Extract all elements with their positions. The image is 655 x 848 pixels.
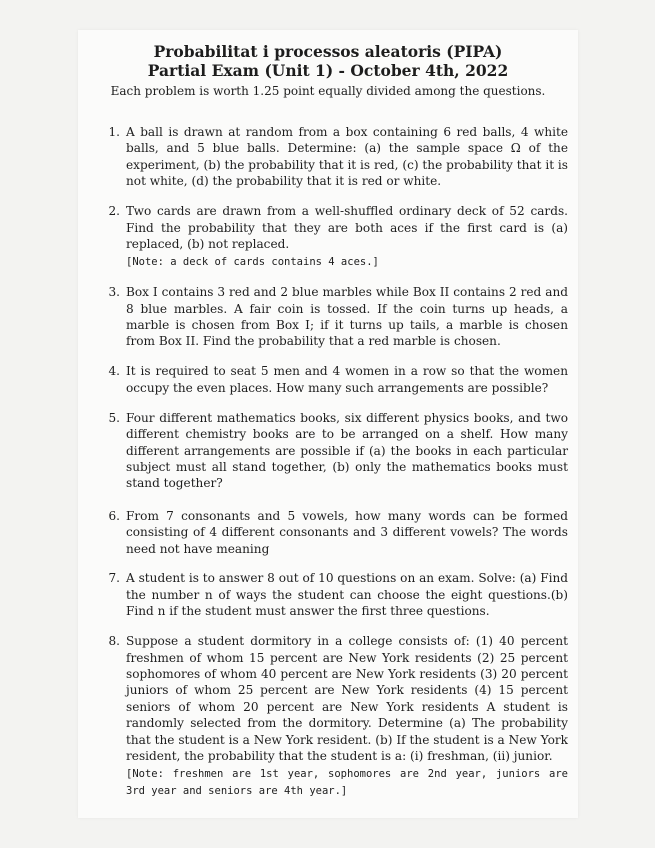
- problem-2: [100, 203, 568, 271]
- problem-number: 8.: [108, 634, 120, 649]
- problem-7: [100, 570, 568, 619]
- problem-number: 4.: [108, 364, 120, 379]
- problem-text: Two cards are drawn from a well-shuffled ordinary deck of 52 cards. Find the probability that they are both aces if the first card is (a) replaced, (b) not replaced.: [126, 204, 568, 251]
- problem-3: [100, 284, 568, 350]
- problem-number: 5.: [108, 410, 120, 425]
- exam-title: Partial Exam (Unit 1) - October 4th, 2022: [147, 61, 509, 80]
- problem-8: [100, 633, 568, 799]
- problem-text: A student is to answer 8 out of 10 questions on an exam. Solve: (a) Find the number n of ways the student can choose the eight questions.(b) Find n if the student must answer the first three questions.: [126, 571, 568, 619]
- problem-4: [100, 363, 568, 396]
- course-title: Probabilitat i processos aleatoris (PIPA): [153, 42, 503, 61]
- problem-note: [Note: freshmen are 1st year, sophomores are 2nd year, juniors are 3rd year and seniors are 4th year.]: [126, 768, 568, 797]
- problem-1: [100, 124, 568, 190]
- problem-note: [Note: a deck of cards contains 4 aces.]: [126, 256, 379, 269]
- problem-number: 1.: [108, 125, 120, 139]
- problem-number: 6.: [108, 508, 120, 523]
- problem-number: 3.: [108, 285, 120, 300]
- problem-text: It is required to seat 5 men and 4 women in a row so that the women occupy the even places. How many such arrangements are possible?: [126, 364, 568, 395]
- grading-note: Each problem is worth 1.25 point equally divided among the questions.: [110, 84, 546, 98]
- problem-number: 7.: [108, 571, 120, 586]
- problem-text: A ball is drawn at random from a box containing 6 red balls, 4 white balls, and 5 blue balls. Determine: (a) the sample space Ω of the experiment, (b) the probability that it is red, (c) the probability that it is not white, (d) the probability that it is red or white.: [126, 125, 568, 189]
- problem-text: From 7 consonants and 5 vowels, how many words can be formed consisting of 4 different consonants and 3 different vowels? The words need not have meaning: [126, 508, 568, 556]
- problem-text: Box I contains 3 red and 2 blue marbles while Box II contains 2 red and 8 blue marbles. A fair coin is tossed. If the coin turns up heads, a marble is chosen from Box I; if it turns up tails, a marble is chosen from Box II. Find the probability that a red marble is chosen.: [126, 285, 568, 349]
- problem-text: Four different mathematics books, six different physics books, and two different chemistry books are to be arranged on a shelf. How many different arrangements are possible if (a) the books in each particular subject must all stand together, (b) only the mathematics books must stand together?: [126, 410, 568, 491]
- problem-6: [100, 508, 568, 557]
- problem-number: 2.: [108, 204, 120, 219]
- problem-list: [100, 124, 568, 813]
- problem-5: [100, 410, 568, 492]
- problem-text: Suppose a student dormitory in a college consists of: (1) 40 percent freshmen of whom 15 percent are New York residents (2) 25 percent sophomores of whom 40 percent are New York residents (3) 20 percent juniors of whom 25 percent are New York residents (4) 15 percent seniors of whom 20 percent are New York residents A student is randomly selected from the dormitory. Determine (a) The probability that the student is a New York resident. (b) If the student is a New York resident, the probability that the student is a: (i) freshman, (ii) junior.: [126, 634, 568, 763]
- exam-header: [78, 42, 578, 98]
